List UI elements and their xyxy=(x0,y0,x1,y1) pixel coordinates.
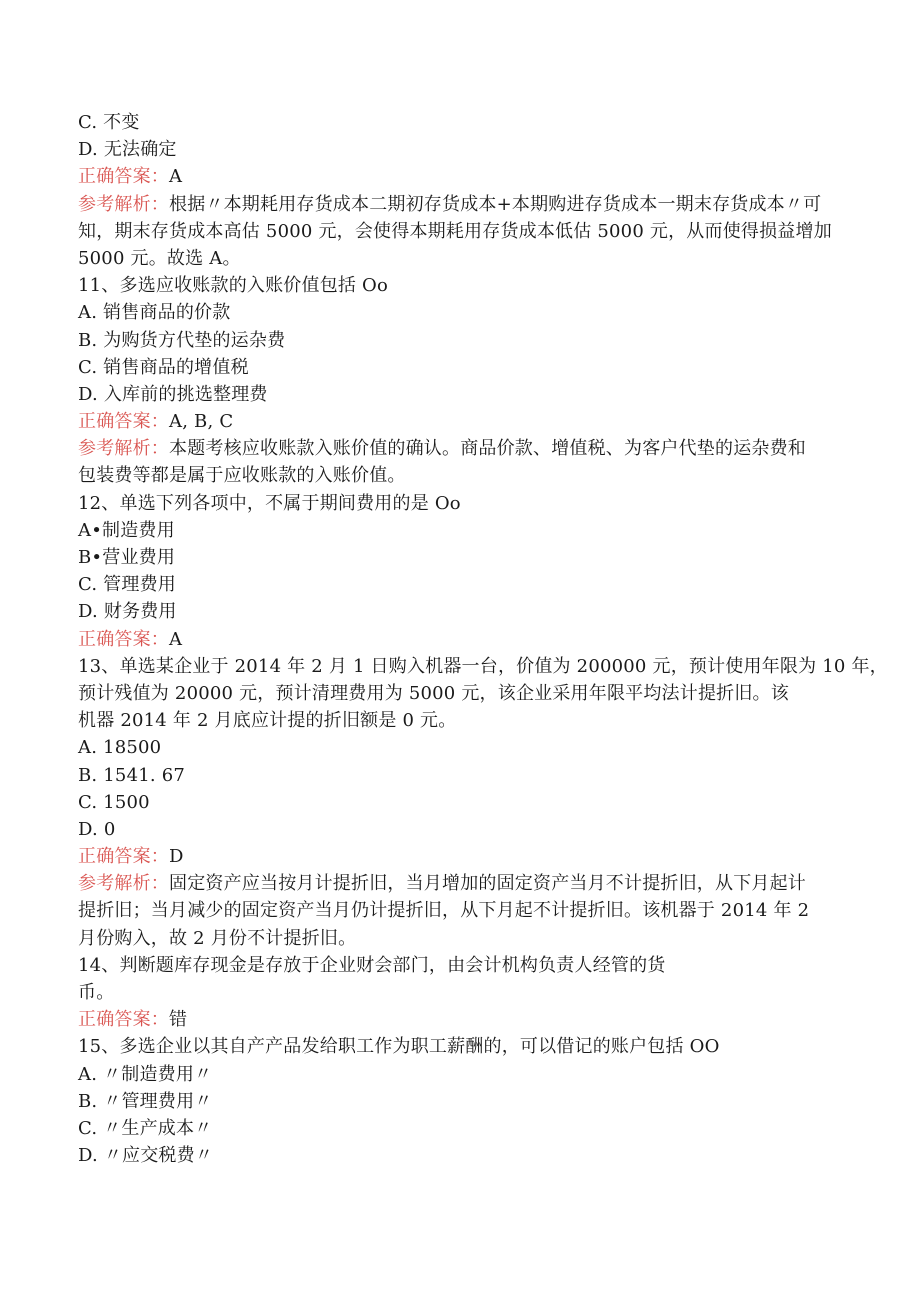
analysis-label: 参考解析： xyxy=(78,438,169,460)
option-line: D. 〃应交税费〃 xyxy=(78,1145,214,1167)
answer-line xyxy=(78,843,838,870)
answer-line xyxy=(78,163,838,190)
question-line: 11、多选应收账款的入账价值包括 Oo xyxy=(78,275,389,297)
text-line: 包装费等都是属于应收账款的入账价值。 xyxy=(78,465,406,487)
analysis-label: 参考解析： xyxy=(78,873,169,895)
answer-value: A xyxy=(169,166,183,188)
text-line: 知，期末存货成本高估 5000 元，会使得本期耗用存货成本低估 5000 元，从而使得损益增加 xyxy=(78,220,832,242)
option-line: D. 0 xyxy=(78,818,116,840)
answer-label: 正确答案： xyxy=(78,1009,169,1031)
analysis-label: 参考解析： xyxy=(78,193,169,215)
answer-value: A xyxy=(169,628,183,650)
analysis-line: 参考解析：本题考核应收账款入账价值的确认。商品价款、增值税、为客户代垫的运杂费和 xyxy=(78,438,806,460)
option-line: D. 无法确定 xyxy=(78,139,177,161)
option-line: C. 1500 xyxy=(78,791,150,813)
answer-label: 正确答案： xyxy=(78,166,169,188)
option-line: C. 不变 xyxy=(78,112,140,133)
analysis-line: 参考解析：固定资产应当按月计提折旧，当月增加的固定资产当月不计提折旧，从下月起计 xyxy=(78,873,806,895)
answer-label: 正确答案： xyxy=(78,628,169,650)
option-line: C. 管理费用 xyxy=(78,574,176,596)
answer-label: 正确答案： xyxy=(78,846,169,868)
answer-label: 正确答案： xyxy=(78,411,169,433)
answer-line xyxy=(78,1006,838,1033)
option-line: A. 销售商品的价款 xyxy=(78,302,231,324)
option-line: D. 入库前的挑选整理费 xyxy=(78,383,268,405)
option-line: A•制造费用 xyxy=(78,519,175,541)
question-line: 14、判断题库存现金是存放于企业财会部门，由会计机构负责人经管的货 xyxy=(78,954,666,976)
text-line: 预计残值为 20000 元，预计清理费用为 5000 元，该企业采用年限平均法计提折旧。该 xyxy=(78,682,789,704)
question-line: 13、单选某企业于 2014 年 2 月 1 日购入机器一台，价值为 200000 元，预计使用年限为 10 年， xyxy=(78,655,888,677)
answer-value: 错 xyxy=(169,1009,188,1031)
analysis-line: 参考解析：根据〃本期耗用存货成本二期初存货成本+本期购进存货成本一期末存货成本〃可 xyxy=(78,193,822,215)
text-line: 币。 xyxy=(78,982,115,1003)
question-line: 15、多选企业以其自产产品发给职工作为职工薪酬的，可以借记的账户包括 OO xyxy=(78,1036,720,1058)
answer-line xyxy=(78,408,838,435)
exam-document xyxy=(78,109,888,1169)
answer-value: D xyxy=(169,846,184,868)
answer-line xyxy=(78,626,838,653)
option-line: C. 销售商品的增值税 xyxy=(78,356,249,378)
option-line: B. 1541. 67 xyxy=(78,764,186,786)
option-line: A. 〃制造费用〃 xyxy=(78,1063,213,1085)
text-line: 月份购入，故 2 月份不计提折旧。 xyxy=(78,927,357,949)
text-line: 机器 2014 年 2 月底应计提的折旧额是 0 元。 xyxy=(78,710,457,732)
option-line: B•营业费用 xyxy=(78,547,176,568)
option-line: B. 〃管理费用〃 xyxy=(78,1090,213,1112)
option-line: B. 为购货方代垫的运杂费 xyxy=(78,329,286,351)
question-line: 12、单选下列各项中，不属于期间费用的是 Oo xyxy=(78,492,461,514)
option-line: A. 18500 xyxy=(78,737,162,759)
option-line: C. 〃生产成本〃 xyxy=(78,1117,213,1139)
text-line: 提折旧；当月减少的固定资产当月仍计提折旧，从下月起不计提折旧。该机器于 2014 年 2 xyxy=(78,900,810,922)
option-line: D. 财务费用 xyxy=(78,601,177,623)
text-line: 5000 元。故选 A。 xyxy=(78,247,241,269)
answer-value: A, B, C xyxy=(169,411,234,433)
